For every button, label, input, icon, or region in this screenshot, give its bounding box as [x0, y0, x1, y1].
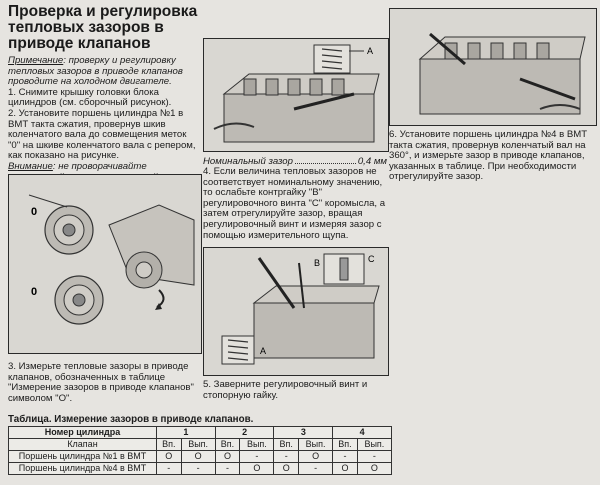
table-cell: O [299, 451, 333, 463]
pulley-illustration [9, 175, 201, 353]
figure-pulley-marks [8, 174, 202, 354]
cylinder-number: 1 [157, 427, 216, 439]
label-a: A [367, 46, 374, 56]
valve-clearance-table [8, 426, 392, 475]
note-paragraph [8, 56, 200, 88]
table-row [9, 463, 392, 475]
step-5: 5. Заверните регулировочный винт и стопорную гайку. [203, 379, 368, 401]
figure-adjusting-screw [203, 247, 389, 376]
table-cell: - [181, 463, 215, 475]
pulley-bottom [55, 276, 103, 324]
engine-head-illustration [204, 39, 388, 151]
step-1: 1. Снимите крышку головки блока цилиндров (см. сборочный рисунок). [8, 86, 172, 109]
table-cell: O [333, 463, 358, 475]
valve-type: Вп. [333, 439, 358, 451]
note-label: Примечание [8, 55, 64, 66]
label-zero-top: 0 [31, 206, 38, 218]
table-cell: O [157, 451, 182, 463]
step-2: 2. Установите поршень цилиндра №1 в ВМТ такта сжатия, провернув шкив коленчатого вала до совмещения меток "0" на шкиве коленчатого вала с репером, как показано на рисунке. [8, 107, 196, 162]
label-b: B [314, 258, 321, 268]
note-text: : проверку и регулировку тепловых зазоров в приводе клапанов проводите на холодном двигателе. [8, 55, 183, 88]
warning-label: Внимание [8, 160, 53, 172]
table-cell: O [274, 463, 299, 475]
nominal-value: 0,4 мм [357, 156, 387, 167]
valve-header: Клапан [9, 439, 157, 451]
label-zero-bottom: 0 [31, 286, 38, 298]
pulley-right [126, 252, 162, 288]
table-cell: - [215, 463, 240, 475]
table-cell: - [357, 451, 391, 463]
table-cell: - [274, 451, 299, 463]
valve-type: Вып. [299, 439, 333, 451]
engine-head-illustration-2 [390, 9, 596, 125]
valve-type: Вп. [157, 439, 182, 451]
figure-feeler-gauge-check [203, 38, 389, 152]
table-valve-row [9, 439, 392, 451]
step-6: 6. Установите поршень цилиндра №4 в ВМТ такта сжатия, провернув коленчатый вал на 360°, и измерьте зазор в приводе клапанов, указанных в таблице. При необходимости отрегулируйте зазор. [389, 129, 588, 183]
dot-leader [295, 156, 356, 164]
inset-spring-2 [222, 336, 254, 364]
inset-screw [324, 254, 364, 284]
table-cell: - [240, 451, 274, 463]
row-label: Поршень цилиндра №1 в ВМТ [9, 451, 157, 463]
cylinder-number: 3 [274, 427, 333, 439]
table-cell: O [181, 451, 215, 463]
cylinder-number: 4 [333, 427, 392, 439]
valve-type: Вп. [274, 439, 299, 451]
cylinder-number: 2 [215, 427, 274, 439]
nominal-label: Номинальный зазор [203, 156, 293, 167]
label-a-2: A [260, 346, 267, 356]
adjust-illustration [204, 248, 388, 375]
figure-cylinder4-check [389, 8, 597, 126]
table-cell: - [299, 463, 333, 475]
table-cell: - [157, 463, 182, 475]
label-c: C [368, 254, 375, 264]
table-row [9, 451, 392, 463]
page-title: Проверка и регулировка тепловых зазоров в приводе клапанов [8, 3, 198, 52]
pulley-top [29, 195, 93, 254]
row-label: Поршень цилиндра №4 в ВМТ [9, 463, 157, 475]
table-cell: O [215, 451, 240, 463]
table-title: Таблица. Измерение зазоров в приводе клапанов. [8, 414, 254, 425]
table-header-row [9, 427, 392, 439]
valve-type: Вп. [215, 439, 240, 451]
cylinder-header: Номер цилиндра [9, 427, 157, 439]
table-cell: - [333, 451, 358, 463]
step-3: 3. Измерьте тепловые зазоры в приводе клапанов, обозначенных в таблице "Измерение зазоров в приводе клапанов" символом "O". [8, 361, 194, 404]
inset-spring [314, 45, 364, 73]
valve-type: Вып. [357, 439, 391, 451]
step-4: 4. Если величина тепловых зазоров не соответствует номинальному значению, то ослабьте контргайку "B" регулировочного винта "C" коромысла, а затем отрегулируйте зазор, вращая регулировочный винт и измеряя зазор с помощью измерительного щупа. [203, 166, 386, 241]
valve-type: Вып. [181, 439, 215, 451]
valve-type: Вып. [240, 439, 274, 451]
warning-text: : не проворачивайте [52, 160, 147, 172]
table-cell: O [240, 463, 274, 475]
table-cell: O [357, 463, 391, 475]
